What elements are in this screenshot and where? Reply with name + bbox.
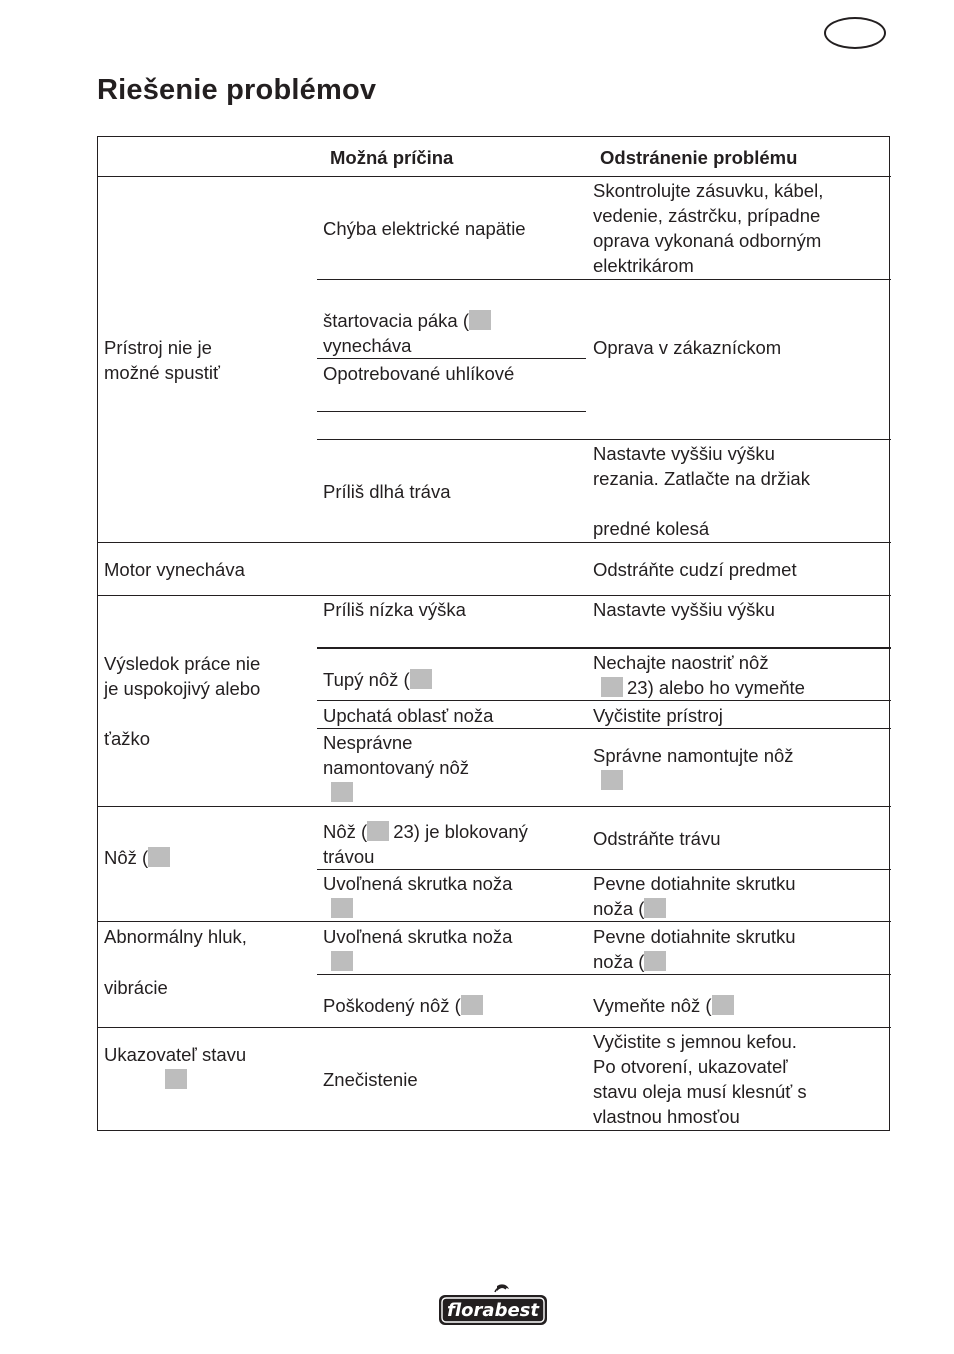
row-divider [317, 411, 586, 412]
figure-reference-placeholder [601, 677, 623, 697]
row-divider [317, 728, 891, 729]
figure-reference-placeholder [469, 310, 491, 330]
figure-reference-placeholder [331, 782, 353, 802]
troubleshooting-table [97, 136, 890, 1131]
row-divider [317, 279, 891, 280]
problem-cell: vibrácie [104, 977, 168, 998]
row-divider [98, 542, 891, 543]
cause-cell: Nôž ( 23) je blokovaný trávou [323, 821, 528, 867]
figure-reference-placeholder [165, 1069, 187, 1089]
cause-cell: Uvoľnená skrutka noža [323, 871, 512, 921]
figure-reference-placeholder [644, 898, 666, 918]
figure-reference-placeholder [148, 847, 170, 867]
solution-cell: Oprava v zákazníckom [593, 337, 782, 358]
cause-cell: Nesprávne namontovaný nôž [323, 730, 469, 805]
solution-cell: Vymeňte nôž ( [593, 993, 734, 1018]
cause-cell: Chýba elektrické napätie [323, 218, 526, 239]
row-divider [317, 358, 586, 359]
header-solution: Odstránenie problému [600, 147, 798, 168]
problem-cell: Nôž ( [104, 845, 170, 870]
solution-cell: Skontrolujte zásuvku, kábel, vedenie, zástrčku, prípadne oprava vykonaná odborným elektrikárom [593, 180, 824, 276]
problem-cell: Motor vynecháva [104, 559, 245, 580]
cause-cell: Poškodený nôž ( [323, 993, 483, 1018]
florabest-logo [437, 1283, 549, 1327]
figure-reference-placeholder [644, 951, 666, 971]
row-divider [98, 1027, 891, 1028]
row-divider [317, 700, 891, 701]
row-divider [317, 869, 891, 870]
problem-cell: ťažko [104, 728, 151, 749]
solution-cell: Odstráňte cudzí predmet [593, 559, 797, 580]
row-divider [317, 647, 891, 649]
figure-reference-placeholder [331, 951, 353, 971]
figure-reference-placeholder [367, 821, 389, 841]
row-divider [317, 974, 891, 975]
solution-cell: Nastavte vyššiu výšku rezania. Zatlačte na držiak [593, 443, 810, 489]
cause-cell: Príliš nízka výška [323, 599, 466, 620]
figure-reference-placeholder [712, 995, 734, 1015]
row-divider [98, 921, 891, 922]
problem-cell: Ukazovateľ stavu [104, 1042, 246, 1092]
header-divider [98, 176, 891, 177]
cause-cell: Znečistenie [323, 1069, 418, 1090]
solution-cell: Nechajte naostriť nôž 23) alebo ho vymeňte [593, 652, 805, 698]
svg-text:florabest: florabest [447, 1300, 539, 1321]
row-divider [317, 439, 891, 440]
solution-cell: Odstráňte trávu [593, 828, 721, 849]
cause-cell: Tupý nôž ( [323, 667, 432, 692]
cause-cell: štartovacia páka ( vynecháva [323, 308, 491, 358]
solution-cell: predné kolesá [593, 518, 710, 539]
solution-cell: Pevne dotiahnite skrutku noža ( [593, 926, 796, 972]
cause-cell: Opotrebované uhlíkové [323, 363, 515, 384]
solution-cell: Správne namontujte nôž [593, 743, 794, 793]
solution-cell: Vyčistite s jemnou kefou. Po otvorení, ukazovateľ stavu oleja musí klesnúť s vlastnou hmosťou [593, 1031, 807, 1127]
solution-cell: Pevne dotiahnite skrutku noža ( [593, 873, 796, 919]
row-divider [98, 806, 891, 807]
figure-reference-placeholder [601, 770, 623, 790]
language-badge [824, 17, 886, 49]
figure-reference-placeholder [410, 669, 432, 689]
header-possible-cause: Možná príčina [330, 147, 454, 168]
figure-reference-placeholder [461, 995, 483, 1015]
figure-reference-placeholder [331, 898, 353, 918]
page-title: Riešenie problémov [97, 74, 377, 106]
problem-cell: Abnormálny hluk, [104, 926, 247, 947]
problem-cell: Prístroj nie je možné spustiť [104, 337, 220, 383]
row-divider [98, 595, 891, 596]
cause-cell: Upchatá oblasť noža [323, 705, 494, 726]
cause-cell: Príliš dlhá tráva [323, 481, 451, 502]
solution-cell: Nastavte vyššiu výšku [593, 599, 775, 620]
problem-cell: Výsledok práce nie je uspokojivý alebo [104, 653, 261, 699]
cause-cell: Uvoľnená skrutka noža [323, 924, 512, 974]
solution-cell: Vyčistite prístroj [593, 705, 723, 726]
